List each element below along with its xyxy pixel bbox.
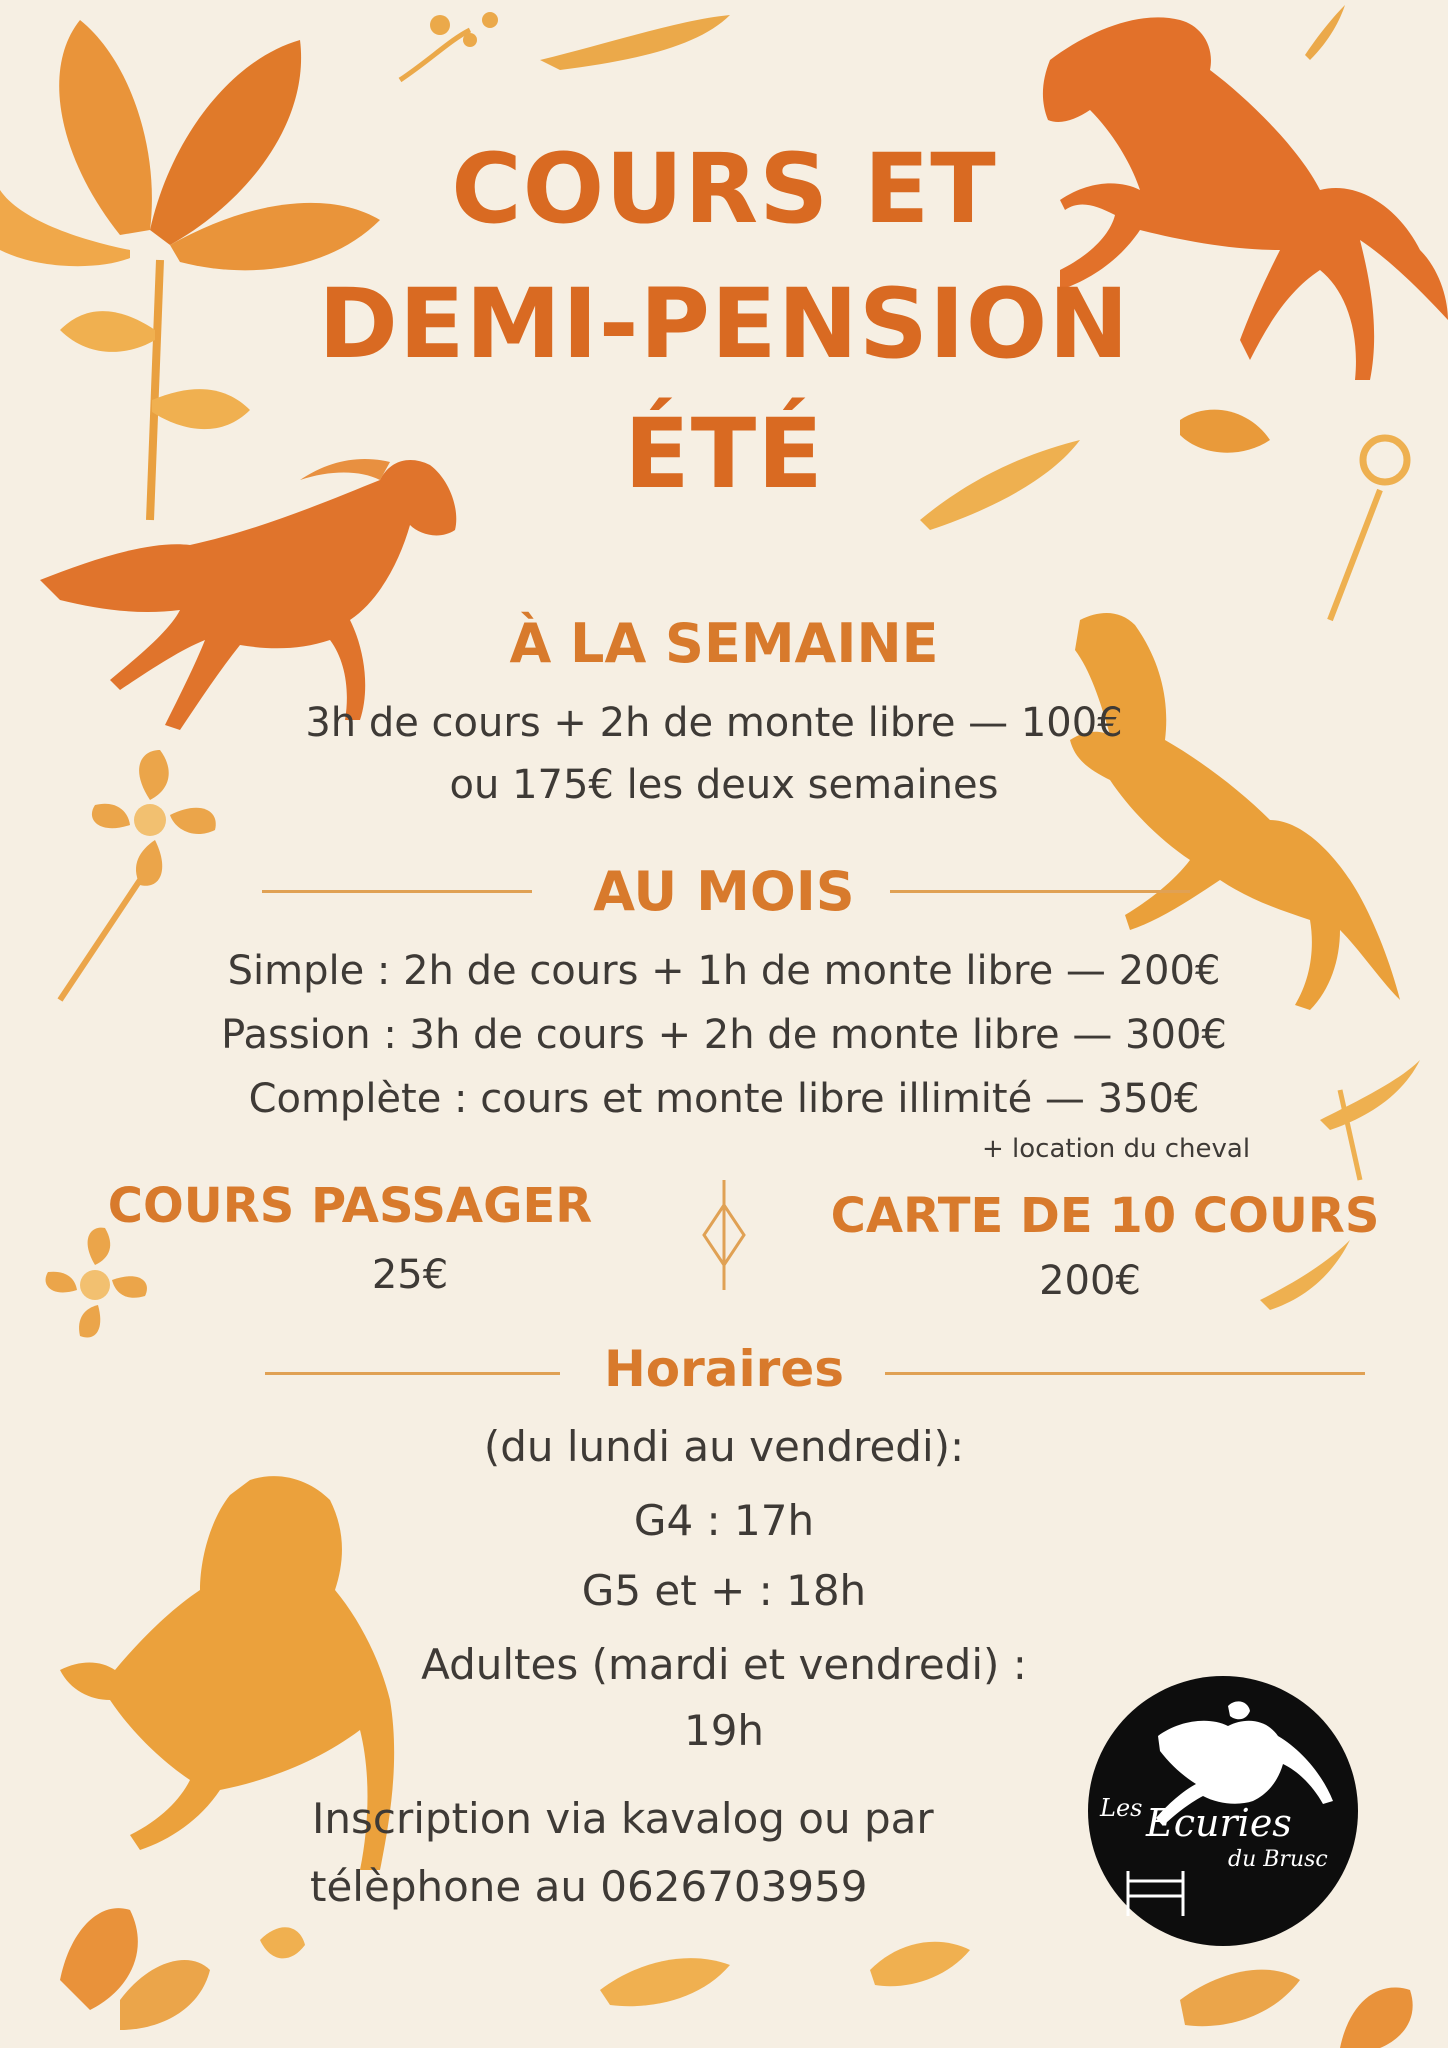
title-line-1: COURS ET bbox=[451, 133, 997, 245]
logo-du-brusc: du Brusc bbox=[1228, 1847, 1328, 1872]
mois-line-passion: Passion : 3h de cours + 2h de monte libre — 300€ bbox=[221, 1012, 1227, 1058]
logo-ecuries: Ecuries bbox=[1146, 1801, 1292, 1845]
inscription-line-1: Inscription via kavalog ou par bbox=[312, 1794, 934, 1843]
semaine-heading: À LA SEMAINE bbox=[509, 612, 939, 675]
divider-line bbox=[890, 890, 1190, 893]
logo-les: Les bbox=[1100, 1794, 1143, 1822]
mois-line-simple: Simple : 2h de cours + 1h de monte libre — 200€ bbox=[227, 948, 1221, 994]
mois-line-complete: Complète : cours et monte libre illimité — 350€ bbox=[248, 1076, 1200, 1122]
diamond-divider-icon bbox=[704, 1180, 744, 1290]
mois-heading: AU MOIS bbox=[593, 860, 855, 923]
semaine-line-1: 3h de cours + 2h de monte libre — 100€ bbox=[305, 700, 1123, 746]
horaires-g5: G5 et + : 18h bbox=[581, 1566, 867, 1615]
passager-price: 25€ bbox=[371, 1252, 449, 1298]
horaires-adultes: Adultes (mardi et vendredi) : bbox=[421, 1640, 1027, 1689]
horaires-days: (du lundi au vendredi): bbox=[483, 1422, 965, 1471]
horaires-g4: G4 : 17h bbox=[633, 1496, 815, 1545]
carte-heading: CARTE DE 10 COURS bbox=[830, 1188, 1380, 1244]
passager-heading: COURS PASSAGER bbox=[107, 1178, 593, 1234]
title-line-2: DEMI-PENSION bbox=[318, 268, 1130, 380]
title-line-3: ÉTÉ bbox=[624, 398, 824, 510]
semaine-line-2: ou 175€ les deux semaines bbox=[449, 762, 999, 808]
carte-price: 200€ bbox=[1039, 1258, 1141, 1304]
horaires-adultes-time: 19h bbox=[683, 1706, 765, 1755]
horaires-heading: Horaires bbox=[603, 1340, 845, 1398]
logo-ecuries-du-brusc bbox=[1088, 1676, 1358, 1946]
location-note: + location du cheval bbox=[982, 1134, 1251, 1164]
inscription-line-2: télèphone au 0626703959 bbox=[310, 1862, 868, 1911]
divider-line bbox=[885, 1372, 1365, 1375]
